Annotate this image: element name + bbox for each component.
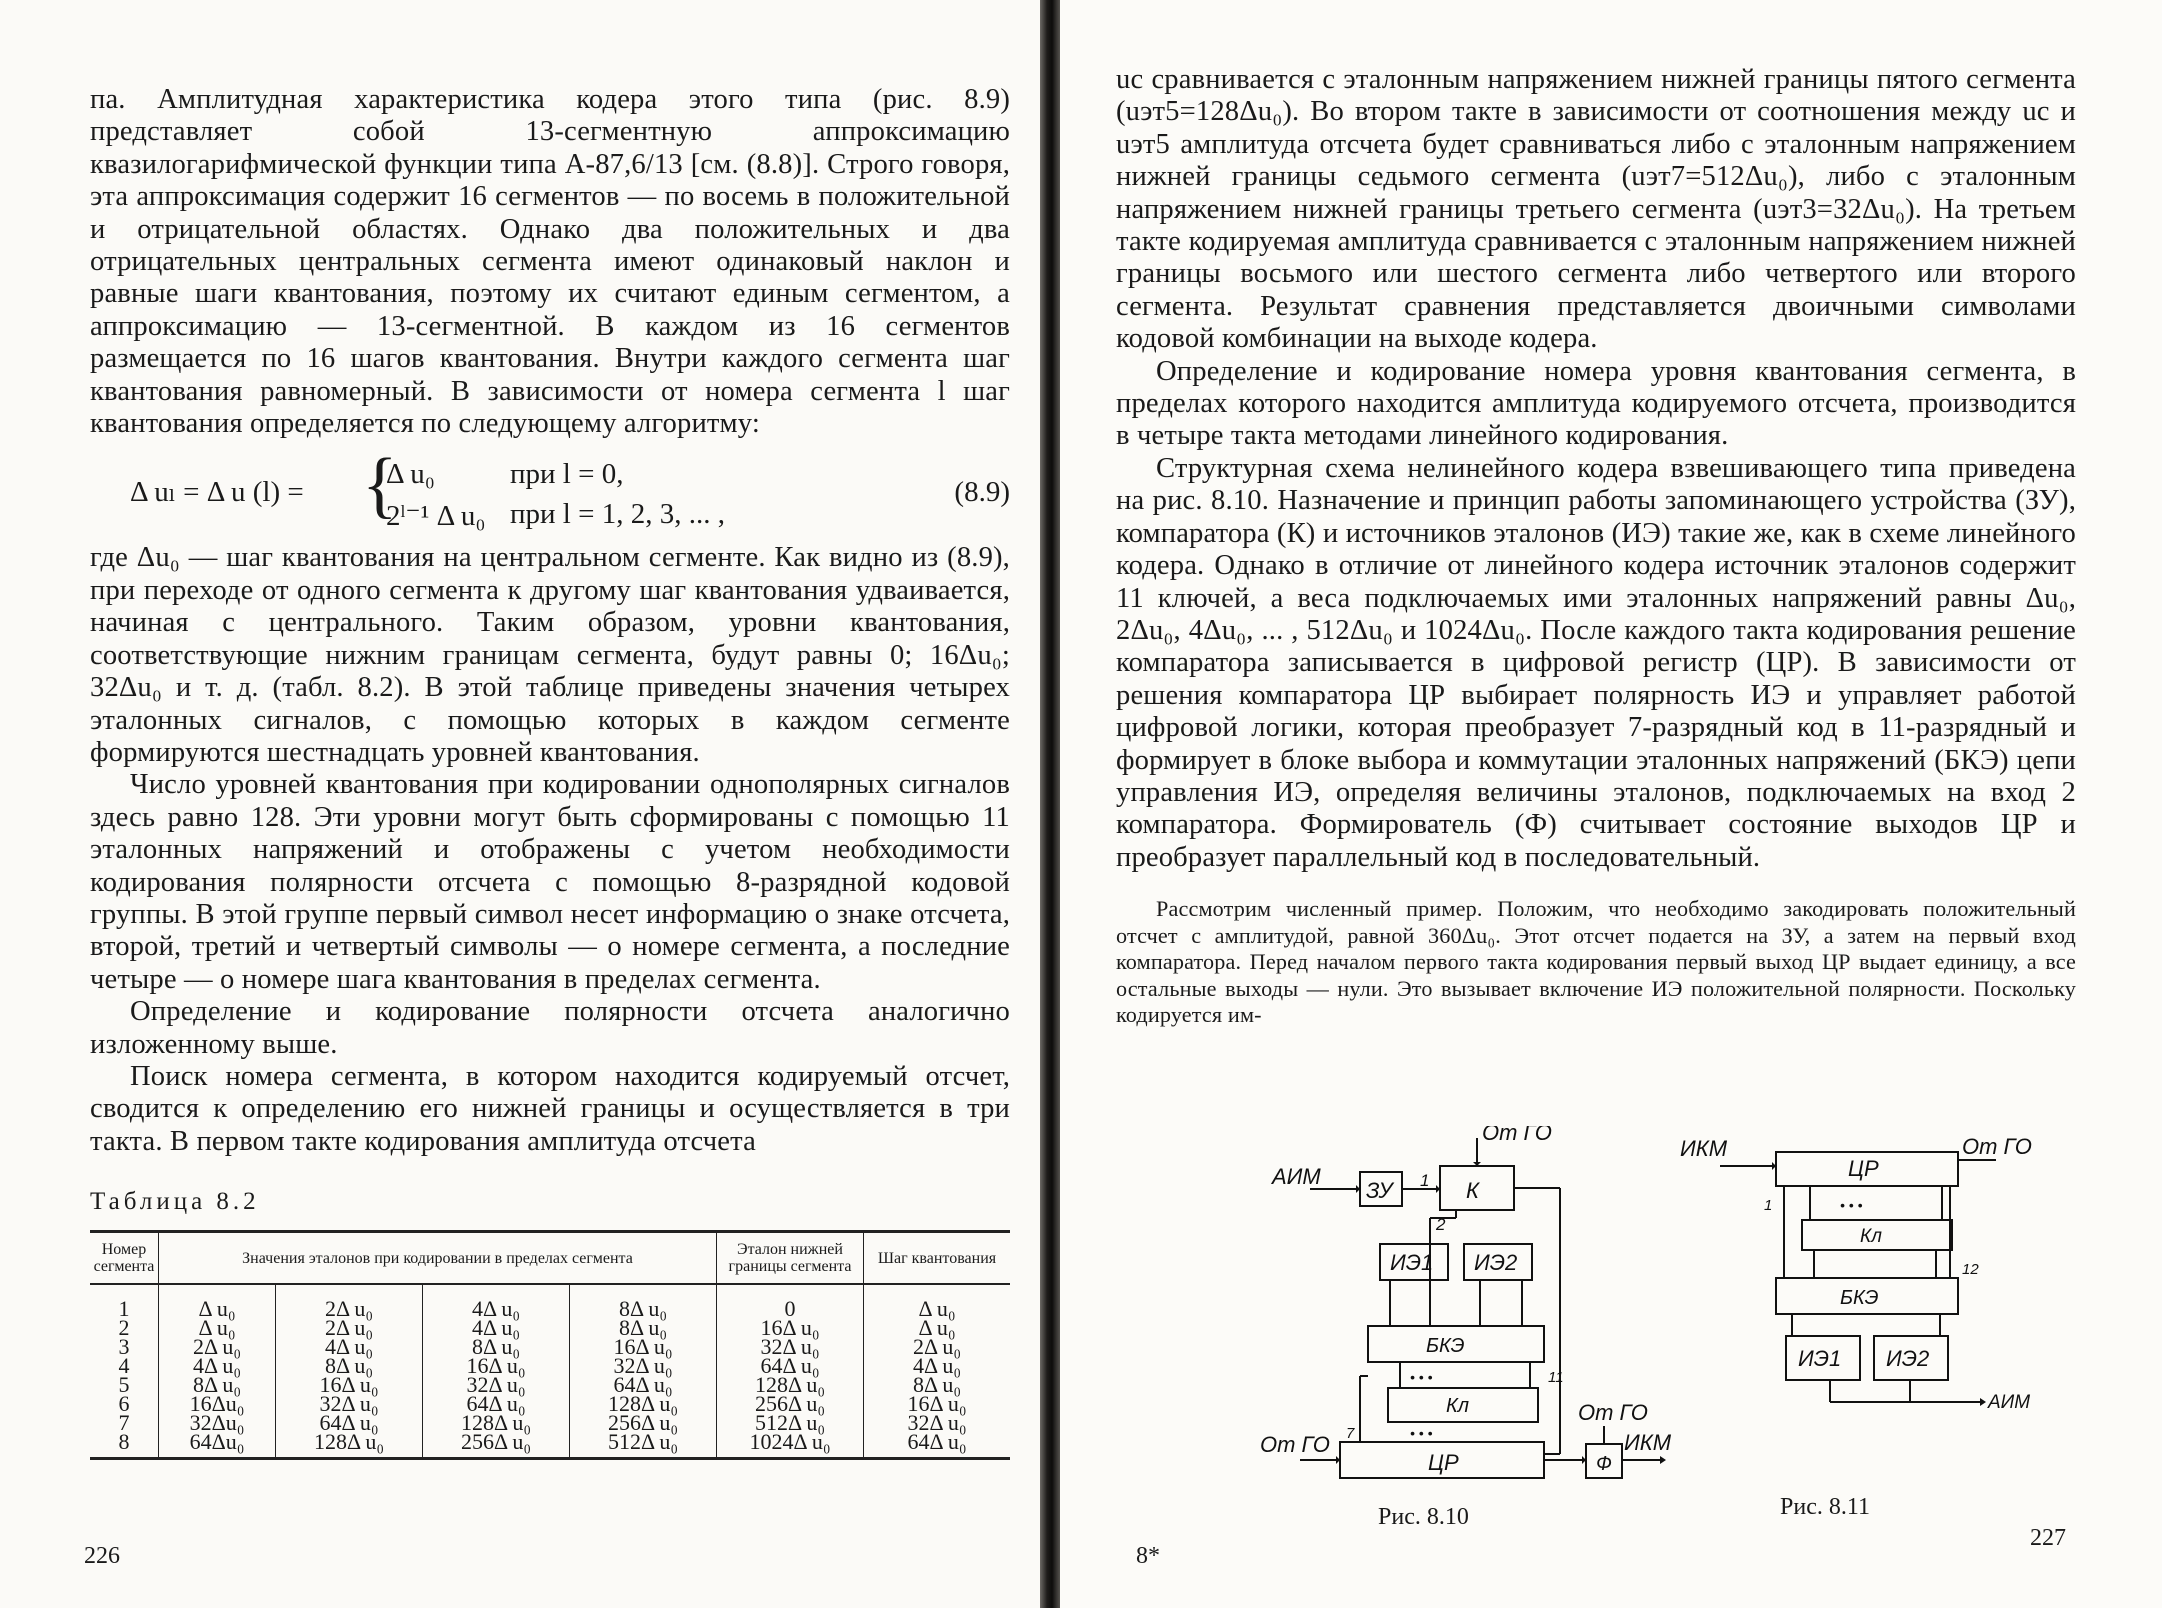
example-paragraph: Рассмотрим численный пример. Положим, что необходимо закодировать положительный отсчет с амплитудой, равной 360Δu₀. Этот отсчет подается на ЗУ, а затем на первый вход компаратора. Перед началом первого такта кодирования первый выход ЦР выдает единицу, а все остальные выходы — нули. Это вызывает включение ИЭ положительной полярности. Поскольку кодируется им- <box>1116 896 2076 1028</box>
fig10-ot-go-right: От ГО <box>1578 1400 1648 1425</box>
paragraph: где Δu₀ — шаг квантования на центральном сегменте. Как видно из (8.9), при переходе от одного сегмента к другому шаг квантования удваивается, начиная с центрального. Таким образом, уровни квантования, соответствующие нижним границам сегмента, будут равны 0; 16Δu₀; 32Δu₀ и т. д. (табл. 8.2). В этой таблице приведены значения четырех эталонных сигналов, с помощью которых в каждом сегменте формируются шестнадцать уровней квантования. <box>90 542 1010 768</box>
table-cell: 8 <box>118 1429 130 1455</box>
table-cell: 0 <box>717 1284 864 1318</box>
paragraph: Поиск номера сегмента, в котором находится кодируемый отсчет, сводится к определению его нижней границы и осуществляется в три такта. В первом такте кодирования амплитуда отсчета <box>90 1060 1010 1157</box>
page-number-left: 226 <box>84 1543 120 1569</box>
table-cell: 6 <box>118 1391 130 1417</box>
formula-brace: { <box>362 444 398 527</box>
table-cell: Δ u₀ <box>159 1284 276 1318</box>
left-text-column <box>90 84 1010 1460</box>
paragraph: Структурная схема нелинейного кодера взвешивающего типа приведена на рис. 8.10. Назначение и принцип работы запоминающего устройства (ЗУ), компаратора (К) и источников эталонов (ИЭ) такие же, как в схеме линейного кодера. Однако в отличие от линейного кодера источник эталонов содержит 11 ключей, а веса подключаемых ими эталонных напряжений равны Δu₀, 2Δu₀, 4Δu₀, ... , 512Δu₀ и 1024Δu₀. После каждого такта кодирования решение компаратора записывается в цифровой регистр (ЦР). В зависимости от решения компаратора ЦР выбирает полярность ИЭ и управляет работой цифровой логики, которая преобразует 7-разрядный код в 11-разрядный и формирует в блоке выбора и коммутации эталонных напряжений (БКЭ) цепи управления ИЭ, определяя величины эталонов, подключаемых на вход 2 компаратора. Формирователь (Ф) считывает состояние выходов ЦР и преобразует параллельный код в последовательный. <box>1116 452 2077 873</box>
left-page <box>0 0 1040 1608</box>
formula-lhs: Δ uₗ = Δ u (l) = <box>130 476 304 509</box>
figure-8-11 <box>1680 1126 2100 1546</box>
fig10-kl-label: Кл <box>1446 1395 1470 1417</box>
header-segment-number: Номер сегмента <box>90 1232 159 1285</box>
fig10-ikm-label: ИКМ <box>1624 1430 1672 1455</box>
fig10-input-2: 2 <box>1436 1215 1446 1234</box>
fig11-ie2-label: ИЭ2 <box>1886 1346 1930 1371</box>
table-cell: 128Δ u₀ <box>570 1394 717 1413</box>
signature-mark: 8* <box>1136 1543 1160 1569</box>
figure-8-10 <box>1260 1126 1710 1546</box>
fig11-ie1-label: ИЭ1 <box>1798 1346 1842 1371</box>
table-body <box>90 1284 1010 1459</box>
table-cell: 64Δ u₀ <box>276 1413 423 1432</box>
table-cell: Δ u₀ <box>864 1284 1011 1318</box>
page-number-right: 227 <box>2030 1525 2066 1551</box>
paragraph: Определение и кодирование номера уровня квантования сегмента, в пределах которого находится амплитуда кодируемого отсчета, производится в четыре такта методами линейного кодирования. <box>1116 355 2076 452</box>
formula-case1: Δ u₀ <box>386 458 435 491</box>
table-cell: 128Δ u₀ <box>276 1432 423 1459</box>
table-cell: 16Δ u₀ <box>864 1394 1011 1413</box>
paragraph: Определение и кодирование полярности отсчета аналогично изложенному выше. <box>90 996 1010 1060</box>
table-cell: 8Δ u₀ <box>276 1356 423 1375</box>
table-cell: 16Δ u₀ <box>276 1375 423 1394</box>
table-cell: 4Δ u₀ <box>276 1337 423 1356</box>
fig10-dots: • • • <box>1410 1369 1433 1385</box>
table-caption: Таблица 8.2 <box>90 1188 260 1216</box>
formula-number: (8.9) <box>954 476 1010 509</box>
figure-8-10-caption: Рис. 8.10 <box>1378 1504 1469 1530</box>
table-cell: 4Δ u₀ <box>159 1356 276 1375</box>
fig11-ot-go-label: От ГО <box>1962 1134 2032 1159</box>
paragraph: па. Амплитудная характеристика кодера этого типа (рис. 8.9) представляет собой 13-сегментную аппроксимацию квазилогарифмической функции типа А-87,6/13 [см. (8.8)]. Строго говоря, эта аппроксимация содержит 16 сегментов — по восемь в положительной и отрицательной областях. Однако два положительных и два отрицательных центральных сегмента имеют одинаковый наклон и равные шаги квантования, поэтому их считают единым сегментом, а аппроксимацию — 13-сегментной. В каждом из 16 сегментов размещается по 16 шагов квантования. Внутри каждого сегмента шаг квантования равномерный. В зависимости от номера сегмента l шаг квантования определяется по следующему алгоритму: <box>90 84 1010 440</box>
figure-8-10-diagram <box>1260 1126 1710 1546</box>
header-values: Значения эталонов при кодировании в пределах сегмента <box>159 1232 717 1285</box>
fig11-kl-label: Кл <box>1860 1226 1882 1247</box>
paragraph: uс сравнивается с эталонным напряжением нижней границы пятого сегмента (uэт5=128Δu₀). Во втором такте в зависимости от соотношения между uс и uэт5 амплитуда отсчета будет сравниваться либо с эталонным напряжением нижней границы седьмого сегмента (uэт7=512Δu₀), либо с эталонным напряжением нижней границы третьего сегмента (uэт3=32Δu₀). На третьем такте кодируемая амплитуда сравнивается с эталонным напряжением нижней границы восьмого или шестого сегмента либо четвертого или второго сегмента. Результат сравнения представляется двоичными символами кодовой комбинации на выходе кодера. <box>1116 64 2076 355</box>
fig10-num-7: 7 <box>1346 1425 1355 1442</box>
table-cell: 4Δ u₀ <box>423 1318 570 1337</box>
table-cell: 256Δ u₀ <box>717 1394 864 1413</box>
table-cell: 16Δ u₀ <box>570 1337 717 1356</box>
fig11-ikm-label: ИКМ <box>1680 1136 1728 1161</box>
fig10-ie1-label: ИЭ1 <box>1390 1250 1434 1275</box>
fig10-ot-go-left: От ГО <box>1260 1432 1330 1457</box>
table-cell: 64Δu₀ <box>159 1432 276 1459</box>
table-cell: 128Δ u₀ <box>717 1375 864 1394</box>
formula-cond1: при l = 0, <box>510 458 624 491</box>
fig10-bke-label: БКЭ <box>1426 1335 1465 1357</box>
table-cell: 256Δ u₀ <box>570 1413 717 1432</box>
fig10-dots: • • • <box>1410 1425 1433 1441</box>
fig10-ie2-label: ИЭ2 <box>1474 1250 1518 1275</box>
formula-8-9 <box>90 444 1010 533</box>
table-cell: 2Δ u₀ <box>159 1337 276 1356</box>
fig11-aim-label: АИМ <box>1988 1392 2031 1413</box>
fig10-aim-label: АИМ <box>1272 1164 1321 1189</box>
table-cell: 16Δu₀ <box>159 1394 276 1413</box>
table-row <box>90 1284 1010 1318</box>
table-cell: 3 <box>118 1334 130 1360</box>
table-cell: 512Δ u₀ <box>717 1413 864 1432</box>
fig11-cr-label: ЦР <box>1848 1156 1879 1181</box>
table-cell: 8Δ u₀ <box>570 1318 717 1337</box>
table-cell: 8Δ u₀ <box>864 1375 1011 1394</box>
table-cell: 1024Δ u₀ <box>717 1432 864 1459</box>
header-step: Шаг квантования <box>864 1232 1011 1285</box>
fig11-num-1: 1 <box>1764 1197 1773 1214</box>
table-cell: 32Δ u₀ <box>717 1337 864 1356</box>
fig10-num-11: 11 <box>1548 1369 1564 1386</box>
table-cell: 2 <box>118 1315 130 1341</box>
fig10-zu-label: ЗУ <box>1366 1178 1393 1203</box>
fig11-bke-label: БКЭ <box>1840 1287 1879 1309</box>
figure-8-11-caption: Рис. 8.11 <box>1780 1494 1870 1520</box>
table-cell: 32Δ u₀ <box>423 1375 570 1394</box>
figure-8-11-diagram <box>1680 1126 2100 1546</box>
table-row <box>90 1432 1010 1459</box>
table-cell: 7 <box>118 1410 130 1436</box>
table-cell: 128Δ u₀ <box>423 1413 570 1432</box>
formula-case2: 2ˡ⁻¹ Δ u₀ <box>386 500 486 533</box>
table-cell: 8Δ u₀ <box>570 1284 717 1318</box>
fig10-f-label: Ф <box>1596 1453 1612 1475</box>
table-cell: Δ u₀ <box>159 1318 276 1337</box>
fig11-dots: • • • <box>1840 1197 1863 1213</box>
table-cell: 1 <box>118 1296 130 1322</box>
table-cell: 8Δ u₀ <box>423 1337 570 1356</box>
right-page <box>1060 0 2162 1608</box>
fig10-input-1: 1 <box>1420 1171 1430 1190</box>
table-cell: 2Δ u₀ <box>276 1318 423 1337</box>
table-cell: 64Δ u₀ <box>423 1394 570 1413</box>
formula-cond2: при l = 1, 2, 3, ... , <box>510 498 725 531</box>
paragraph: Число уровней квантования при кодировании однополярных сигналов здесь равно 128. Эти уровни могут быть сформированы с помощью 11 эталонных напряжений и отображены с учетом необходимости кодирования полярности отсчета с помощью 8-разрядной кодовой группы. В этой группе первый символ несет информацию о знаке отсчета, второй, третий и четвертый символы — о номере сегмента, а последние четыре — о номере шага квантования в пределах сегмента. <box>90 769 1010 995</box>
table-cell: 32Δ u₀ <box>570 1356 717 1375</box>
table-cell: 4 <box>118 1353 130 1379</box>
fig11-num-12: 12 <box>1962 1261 1979 1278</box>
table-cell: 16Δ u₀ <box>717 1318 864 1337</box>
fig10-cr-label: ЦР <box>1428 1450 1459 1475</box>
table-cell: 32Δ u₀ <box>276 1394 423 1413</box>
table-cell: 64Δ u₀ <box>570 1375 717 1394</box>
fig10-ot-go-top: От ГО <box>1482 1126 1552 1145</box>
table-cell: 32Δu₀ <box>159 1413 276 1432</box>
header-lower-bound: Эталон нижней границы сегмента <box>717 1232 864 1285</box>
table-cell: 5 <box>118 1372 130 1398</box>
table-cell: 4Δ u₀ <box>423 1284 570 1318</box>
table-header-row <box>90 1232 1010 1285</box>
table-8-2 <box>90 1230 1010 1460</box>
table-cell: 16Δ u₀ <box>423 1356 570 1375</box>
book-spine <box>1040 0 1060 1608</box>
table-cell: 2Δ u₀ <box>864 1337 1011 1356</box>
table-cell: 64Δ u₀ <box>864 1432 1011 1459</box>
table-cell: 512Δ u₀ <box>570 1432 717 1459</box>
table-cell: 8Δ u₀ <box>159 1375 276 1394</box>
table-cell: Δ u₀ <box>864 1318 1011 1337</box>
table-cell: 256Δ u₀ <box>423 1432 570 1459</box>
fig10-k-label: К <box>1466 1178 1479 1203</box>
table-cell: 32Δ u₀ <box>864 1413 1011 1432</box>
table-cell: 64Δ u₀ <box>717 1356 864 1375</box>
table-cell: 4Δ u₀ <box>864 1356 1011 1375</box>
right-text-column <box>1116 64 2076 1029</box>
table-cell: 2Δ u₀ <box>276 1284 423 1318</box>
